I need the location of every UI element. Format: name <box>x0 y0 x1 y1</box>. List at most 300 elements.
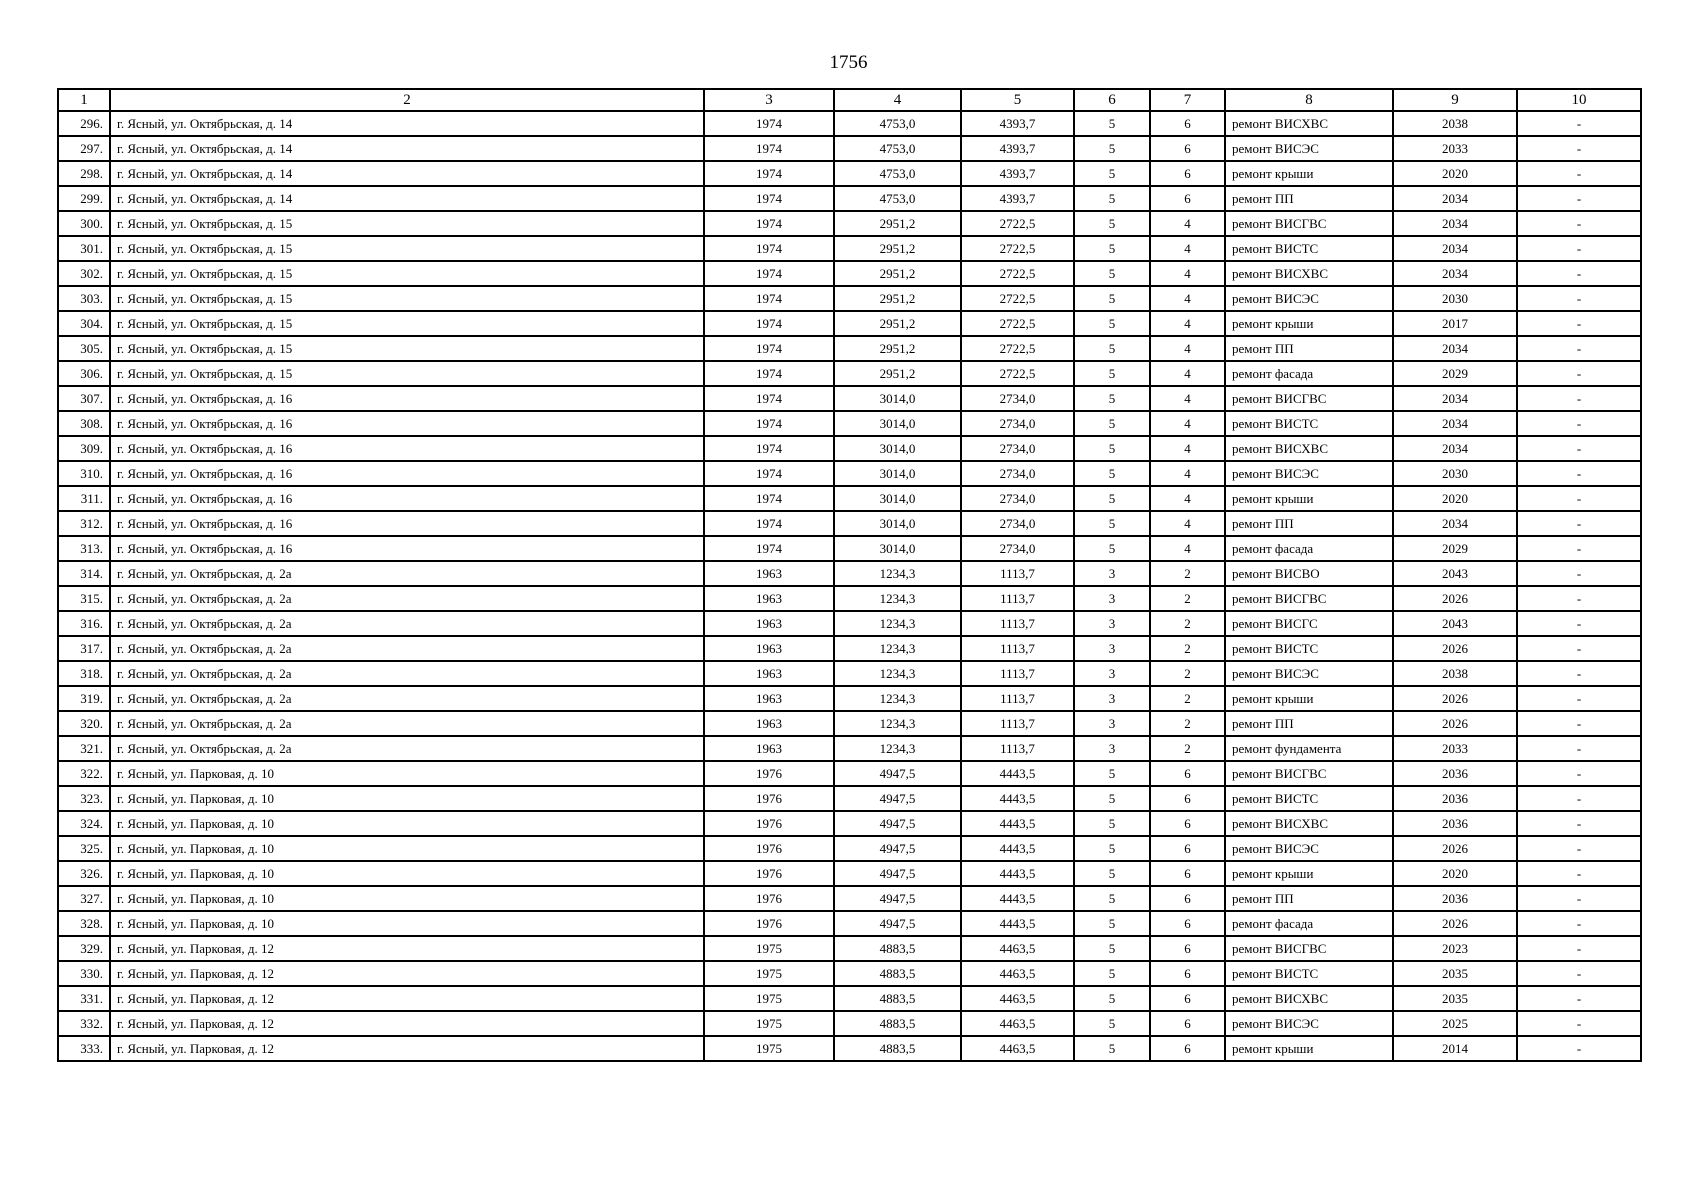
living-area-cell: 2722,5 <box>961 211 1074 236</box>
entrances-cell: 6 <box>1150 186 1225 211</box>
work-type-cell: ремонт крыши <box>1225 161 1393 186</box>
total-area-cell: 4883,5 <box>834 986 961 1011</box>
row-number-cell: 309. <box>58 436 110 461</box>
plan-year-cell: 2034 <box>1393 261 1517 286</box>
table-row <box>58 1036 1641 1061</box>
total-area-cell: 4947,5 <box>834 761 961 786</box>
floors-cell: 5 <box>1074 886 1150 911</box>
row-number-cell: 305. <box>58 336 110 361</box>
living-area-cell: 4443,5 <box>961 861 1074 886</box>
year-cell: 1975 <box>704 961 834 986</box>
total-area-cell: 1234,3 <box>834 711 961 736</box>
note-cell: - <box>1517 836 1641 861</box>
note-cell: - <box>1517 911 1641 936</box>
address-cell: г. Ясный, ул. Октябрьская, д. 2а <box>110 561 704 586</box>
entrances-cell: 6 <box>1150 761 1225 786</box>
row-number-cell: 315. <box>58 586 110 611</box>
entrances-cell: 6 <box>1150 986 1225 1011</box>
total-area-cell: 4753,0 <box>834 186 961 211</box>
floors-cell: 5 <box>1074 236 1150 261</box>
entrances-cell: 4 <box>1150 436 1225 461</box>
living-area-cell: 1113,7 <box>961 736 1074 761</box>
address-cell: г. Ясный, ул. Октябрьская, д. 15 <box>110 311 704 336</box>
table-row <box>58 561 1641 586</box>
plan-year-cell: 2036 <box>1393 786 1517 811</box>
plan-year-cell: 2034 <box>1393 436 1517 461</box>
note-cell: - <box>1517 1011 1641 1036</box>
table-row <box>58 1011 1641 1036</box>
entrances-cell: 6 <box>1150 861 1225 886</box>
total-area-cell: 3014,0 <box>834 436 961 461</box>
plan-year-cell: 2026 <box>1393 586 1517 611</box>
row-number-cell: 300. <box>58 211 110 236</box>
living-area-cell: 1113,7 <box>961 636 1074 661</box>
address-cell: г. Ясный, ул. Парковая, д. 12 <box>110 961 704 986</box>
year-cell: 1974 <box>704 136 834 161</box>
living-area-cell: 4393,7 <box>961 136 1074 161</box>
floors-cell: 3 <box>1074 611 1150 636</box>
floors-cell: 5 <box>1074 786 1150 811</box>
note-cell: - <box>1517 586 1641 611</box>
work-type-cell: ремонт ВИСГВС <box>1225 586 1393 611</box>
address-cell: г. Ясный, ул. Октябрьская, д. 15 <box>110 236 704 261</box>
work-type-cell: ремонт ВИСТС <box>1225 636 1393 661</box>
year-cell: 1976 <box>704 911 834 936</box>
entrances-cell: 6 <box>1150 161 1225 186</box>
work-type-cell: ремонт ВИСГВС <box>1225 761 1393 786</box>
entrances-cell: 4 <box>1150 511 1225 536</box>
plan-year-cell: 2030 <box>1393 286 1517 311</box>
table-row <box>58 386 1641 411</box>
year-cell: 1974 <box>704 411 834 436</box>
year-cell: 1974 <box>704 186 834 211</box>
floors-cell: 3 <box>1074 711 1150 736</box>
plan-year-cell: 2029 <box>1393 361 1517 386</box>
table-row <box>58 186 1641 211</box>
plan-year-cell: 2038 <box>1393 661 1517 686</box>
row-number-cell: 332. <box>58 1011 110 1036</box>
floors-cell: 5 <box>1074 111 1150 136</box>
plan-year-cell: 2033 <box>1393 736 1517 761</box>
floors-cell: 5 <box>1074 536 1150 561</box>
address-cell: г. Ясный, ул. Октябрьская, д. 15 <box>110 286 704 311</box>
address-cell: г. Ясный, ул. Парковая, д. 10 <box>110 761 704 786</box>
entrances-cell: 4 <box>1150 386 1225 411</box>
address-cell: г. Ясный, ул. Октябрьская, д. 16 <box>110 386 704 411</box>
note-cell: - <box>1517 411 1641 436</box>
total-area-cell: 1234,3 <box>834 586 961 611</box>
floors-cell: 5 <box>1074 436 1150 461</box>
row-number-cell: 299. <box>58 186 110 211</box>
year-cell: 1974 <box>704 436 834 461</box>
note-cell: - <box>1517 436 1641 461</box>
living-area-cell: 2722,5 <box>961 361 1074 386</box>
entrances-cell: 2 <box>1150 686 1225 711</box>
floors-cell: 5 <box>1074 186 1150 211</box>
work-type-cell: ремонт ВИСХВС <box>1225 111 1393 136</box>
work-type-cell: ремонт ВИСЭС <box>1225 1011 1393 1036</box>
living-area-cell: 2734,0 <box>961 511 1074 536</box>
living-area-cell: 4443,5 <box>961 886 1074 911</box>
row-number-cell: 316. <box>58 611 110 636</box>
note-cell: - <box>1517 261 1641 286</box>
floors-cell: 5 <box>1074 811 1150 836</box>
total-area-cell: 4947,5 <box>834 886 961 911</box>
note-cell: - <box>1517 111 1641 136</box>
plan-year-cell: 2043 <box>1393 611 1517 636</box>
column-header: 7 <box>1150 89 1225 111</box>
table-row <box>58 761 1641 786</box>
plan-year-cell: 2036 <box>1393 886 1517 911</box>
row-number-cell: 307. <box>58 386 110 411</box>
row-number-cell: 298. <box>58 161 110 186</box>
year-cell: 1974 <box>704 511 834 536</box>
address-cell: г. Ясный, ул. Октябрьская, д. 16 <box>110 511 704 536</box>
note-cell: - <box>1517 711 1641 736</box>
row-number-cell: 324. <box>58 811 110 836</box>
table-row <box>58 536 1641 561</box>
year-cell: 1974 <box>704 536 834 561</box>
table-row <box>58 611 1641 636</box>
living-area-cell: 1113,7 <box>961 686 1074 711</box>
plan-year-cell: 2035 <box>1393 986 1517 1011</box>
address-cell: г. Ясный, ул. Октябрьская, д. 2а <box>110 736 704 761</box>
year-cell: 1963 <box>704 611 834 636</box>
work-type-cell: ремонт ПП <box>1225 511 1393 536</box>
row-number-cell: 304. <box>58 311 110 336</box>
floors-cell: 5 <box>1074 311 1150 336</box>
living-area-cell: 4443,5 <box>961 911 1074 936</box>
work-type-cell: ремонт ВИСХВС <box>1225 436 1393 461</box>
entrances-cell: 6 <box>1150 961 1225 986</box>
floors-cell: 5 <box>1074 261 1150 286</box>
row-number-cell: 308. <box>58 411 110 436</box>
floors-cell: 5 <box>1074 511 1150 536</box>
note-cell: - <box>1517 386 1641 411</box>
address-cell: г. Ясный, ул. Парковая, д. 10 <box>110 786 704 811</box>
entrances-cell: 2 <box>1150 711 1225 736</box>
address-cell: г. Ясный, ул. Октябрьская, д. 16 <box>110 461 704 486</box>
entrances-cell: 2 <box>1150 636 1225 661</box>
entrances-cell: 6 <box>1150 886 1225 911</box>
year-cell: 1963 <box>704 586 834 611</box>
total-area-cell: 1234,3 <box>834 661 961 686</box>
row-number-cell: 301. <box>58 236 110 261</box>
living-area-cell: 2734,0 <box>961 386 1074 411</box>
total-area-cell: 4753,0 <box>834 111 961 136</box>
address-cell: г. Ясный, ул. Октябрьская, д. 16 <box>110 486 704 511</box>
plan-year-cell: 2033 <box>1393 136 1517 161</box>
table-row <box>58 861 1641 886</box>
row-number-cell: 313. <box>58 536 110 561</box>
plan-year-cell: 2043 <box>1393 561 1517 586</box>
plan-year-cell: 2026 <box>1393 686 1517 711</box>
table-row <box>58 936 1641 961</box>
work-type-cell: ремонт ВИСЭС <box>1225 661 1393 686</box>
address-cell: г. Ясный, ул. Парковая, д. 12 <box>110 936 704 961</box>
living-area-cell: 4443,5 <box>961 786 1074 811</box>
address-cell: г. Ясный, ул. Октябрьская, д. 2а <box>110 586 704 611</box>
plan-year-cell: 2026 <box>1393 911 1517 936</box>
plan-year-cell: 2035 <box>1393 961 1517 986</box>
row-number-cell: 310. <box>58 461 110 486</box>
total-area-cell: 1234,3 <box>834 736 961 761</box>
work-type-cell: ремонт ВИСЭС <box>1225 136 1393 161</box>
row-number-cell: 333. <box>58 1036 110 1061</box>
floors-cell: 5 <box>1074 211 1150 236</box>
plan-year-cell: 2020 <box>1393 486 1517 511</box>
row-number-cell: 325. <box>58 836 110 861</box>
work-type-cell: ремонт ВИСХВС <box>1225 811 1393 836</box>
work-type-cell: ремонт ВИСЭС <box>1225 286 1393 311</box>
address-cell: г. Ясный, ул. Октябрьская, д. 2а <box>110 711 704 736</box>
year-cell: 1976 <box>704 786 834 811</box>
year-cell: 1974 <box>704 111 834 136</box>
living-area-cell: 4463,5 <box>961 961 1074 986</box>
living-area-cell: 2722,5 <box>961 236 1074 261</box>
living-area-cell: 4463,5 <box>961 1036 1074 1061</box>
work-type-cell: ремонт ВИСГС <box>1225 611 1393 636</box>
entrances-cell: 4 <box>1150 336 1225 361</box>
floors-cell: 3 <box>1074 736 1150 761</box>
plan-year-cell: 2020 <box>1393 161 1517 186</box>
note-cell: - <box>1517 1036 1641 1061</box>
address-cell: г. Ясный, ул. Октябрьская, д. 14 <box>110 111 704 136</box>
row-number-cell: 322. <box>58 761 110 786</box>
total-area-cell: 2951,2 <box>834 261 961 286</box>
floors-cell: 5 <box>1074 136 1150 161</box>
total-area-cell: 3014,0 <box>834 411 961 436</box>
note-cell: - <box>1517 986 1641 1011</box>
year-cell: 1963 <box>704 711 834 736</box>
table-row <box>58 636 1641 661</box>
plan-year-cell: 2034 <box>1393 511 1517 536</box>
table-row <box>58 986 1641 1011</box>
total-area-cell: 4883,5 <box>834 1036 961 1061</box>
year-cell: 1974 <box>704 336 834 361</box>
work-type-cell: ремонт крыши <box>1225 861 1393 886</box>
entrances-cell: 4 <box>1150 361 1225 386</box>
address-cell: г. Ясный, ул. Парковая, д. 10 <box>110 911 704 936</box>
floors-cell: 5 <box>1074 861 1150 886</box>
table-row <box>58 311 1641 336</box>
table-row <box>58 911 1641 936</box>
column-header: 8 <box>1225 89 1393 111</box>
total-area-cell: 2951,2 <box>834 361 961 386</box>
table-row <box>58 236 1641 261</box>
work-type-cell: ремонт ВИСЭС <box>1225 461 1393 486</box>
floors-cell: 5 <box>1074 936 1150 961</box>
floors-cell: 5 <box>1074 161 1150 186</box>
table-row <box>58 161 1641 186</box>
plan-year-cell: 2036 <box>1393 811 1517 836</box>
address-cell: г. Ясный, ул. Парковая, д. 10 <box>110 811 704 836</box>
entrances-cell: 6 <box>1150 911 1225 936</box>
year-cell: 1974 <box>704 236 834 261</box>
floors-cell: 5 <box>1074 961 1150 986</box>
living-area-cell: 2734,0 <box>961 536 1074 561</box>
table-row <box>58 111 1641 136</box>
entrances-cell: 4 <box>1150 461 1225 486</box>
work-type-cell: ремонт ВИСТС <box>1225 786 1393 811</box>
plan-year-cell: 2029 <box>1393 536 1517 561</box>
entrances-cell: 4 <box>1150 286 1225 311</box>
note-cell: - <box>1517 211 1641 236</box>
note-cell: - <box>1517 811 1641 836</box>
living-area-cell: 4443,5 <box>961 811 1074 836</box>
entrances-cell: 4 <box>1150 211 1225 236</box>
plan-year-cell: 2034 <box>1393 411 1517 436</box>
row-number-cell: 320. <box>58 711 110 736</box>
row-number-cell: 327. <box>58 886 110 911</box>
table-row <box>58 736 1641 761</box>
table-row <box>58 486 1641 511</box>
address-cell: г. Ясный, ул. Октябрьская, д. 2а <box>110 636 704 661</box>
floors-cell: 5 <box>1074 1036 1150 1061</box>
entrances-cell: 6 <box>1150 936 1225 961</box>
address-cell: г. Ясный, ул. Октябрьская, д. 15 <box>110 211 704 236</box>
plan-year-cell: 2026 <box>1393 711 1517 736</box>
table-row <box>58 511 1641 536</box>
table-row <box>58 961 1641 986</box>
address-cell: г. Ясный, ул. Октябрьская, д. 2а <box>110 611 704 636</box>
living-area-cell: 2722,5 <box>961 311 1074 336</box>
entrances-cell: 4 <box>1150 411 1225 436</box>
address-cell: г. Ясный, ул. Октябрьская, д. 14 <box>110 136 704 161</box>
total-area-cell: 4883,5 <box>834 936 961 961</box>
living-area-cell: 2734,0 <box>961 436 1074 461</box>
entrances-cell: 4 <box>1150 311 1225 336</box>
year-cell: 1975 <box>704 986 834 1011</box>
entrances-cell: 4 <box>1150 261 1225 286</box>
address-cell: г. Ясный, ул. Октябрьская, д. 2а <box>110 686 704 711</box>
work-type-cell: ремонт ВИСВО <box>1225 561 1393 586</box>
note-cell: - <box>1517 236 1641 261</box>
work-type-cell: ремонт ВИСТС <box>1225 236 1393 261</box>
table-row <box>58 711 1641 736</box>
year-cell: 1976 <box>704 811 834 836</box>
table-row <box>58 361 1641 386</box>
row-number-cell: 329. <box>58 936 110 961</box>
year-cell: 1963 <box>704 736 834 761</box>
note-cell: - <box>1517 936 1641 961</box>
row-number-cell: 319. <box>58 686 110 711</box>
total-area-cell: 1234,3 <box>834 636 961 661</box>
note-cell: - <box>1517 161 1641 186</box>
note-cell: - <box>1517 636 1641 661</box>
plan-year-cell: 2034 <box>1393 186 1517 211</box>
table-row <box>58 286 1641 311</box>
row-number-cell: 311. <box>58 486 110 511</box>
table-row <box>58 886 1641 911</box>
floors-cell: 3 <box>1074 586 1150 611</box>
total-area-cell: 4883,5 <box>834 961 961 986</box>
row-number-cell: 326. <box>58 861 110 886</box>
row-number-cell: 312. <box>58 511 110 536</box>
entrances-cell: 4 <box>1150 486 1225 511</box>
address-cell: г. Ясный, ул. Парковая, д. 12 <box>110 986 704 1011</box>
total-area-cell: 2951,2 <box>834 236 961 261</box>
year-cell: 1974 <box>704 386 834 411</box>
address-cell: г. Ясный, ул. Парковая, д. 10 <box>110 886 704 911</box>
page-number: 1756 <box>829 52 868 73</box>
living-area-cell: 2722,5 <box>961 261 1074 286</box>
column-header: 6 <box>1074 89 1150 111</box>
total-area-cell: 2951,2 <box>834 311 961 336</box>
year-cell: 1976 <box>704 861 834 886</box>
plan-year-cell: 2034 <box>1393 211 1517 236</box>
table-row <box>58 461 1641 486</box>
address-cell: г. Ясный, ул. Парковая, д. 10 <box>110 861 704 886</box>
table-row <box>58 686 1641 711</box>
work-type-cell: ремонт фундамента <box>1225 736 1393 761</box>
living-area-cell: 2734,0 <box>961 411 1074 436</box>
floors-cell: 5 <box>1074 761 1150 786</box>
floors-cell: 3 <box>1074 561 1150 586</box>
row-number-cell: 330. <box>58 961 110 986</box>
living-area-cell: 4443,5 <box>961 761 1074 786</box>
work-type-cell: ремонт ВИСГВС <box>1225 936 1393 961</box>
table-row <box>58 661 1641 686</box>
year-cell: 1976 <box>704 761 834 786</box>
year-cell: 1975 <box>704 1036 834 1061</box>
total-area-cell: 4883,5 <box>834 1011 961 1036</box>
entrances-cell: 6 <box>1150 111 1225 136</box>
address-cell: г. Ясный, ул. Октябрьская, д. 15 <box>110 361 704 386</box>
row-number-cell: 303. <box>58 286 110 311</box>
total-area-cell: 2951,2 <box>834 286 961 311</box>
plan-year-cell: 2034 <box>1393 236 1517 261</box>
floors-cell: 5 <box>1074 336 1150 361</box>
column-header: 10 <box>1517 89 1641 111</box>
address-cell: г. Ясный, ул. Октябрьская, д. 14 <box>110 186 704 211</box>
note-cell: - <box>1517 361 1641 386</box>
row-number-cell: 297. <box>58 136 110 161</box>
total-area-cell: 4947,5 <box>834 811 961 836</box>
year-cell: 1963 <box>704 561 834 586</box>
entrances-cell: 6 <box>1150 1011 1225 1036</box>
entrances-cell: 2 <box>1150 561 1225 586</box>
floors-cell: 3 <box>1074 686 1150 711</box>
registry-table <box>57 88 1642 1062</box>
note-cell: - <box>1517 536 1641 561</box>
work-type-cell: ремонт ВИСХВС <box>1225 986 1393 1011</box>
entrances-cell: 6 <box>1150 836 1225 861</box>
entrances-cell: 2 <box>1150 661 1225 686</box>
year-cell: 1974 <box>704 161 834 186</box>
work-type-cell: ремонт ПП <box>1225 886 1393 911</box>
address-cell: г. Ясный, ул. Парковая, д. 10 <box>110 836 704 861</box>
plan-year-cell: 2020 <box>1393 861 1517 886</box>
entrances-cell: 4 <box>1150 236 1225 261</box>
floors-cell: 5 <box>1074 911 1150 936</box>
row-number-cell: 323. <box>58 786 110 811</box>
year-cell: 1974 <box>704 311 834 336</box>
plan-year-cell: 2017 <box>1393 311 1517 336</box>
year-cell: 1975 <box>704 1011 834 1036</box>
work-type-cell: ремонт ВИСТС <box>1225 411 1393 436</box>
table-row <box>58 411 1641 436</box>
note-cell: - <box>1517 861 1641 886</box>
column-header: 4 <box>834 89 961 111</box>
plan-year-cell: 2026 <box>1393 636 1517 661</box>
column-header: 9 <box>1393 89 1517 111</box>
plan-year-cell: 2023 <box>1393 936 1517 961</box>
floors-cell: 5 <box>1074 361 1150 386</box>
column-header: 5 <box>961 89 1074 111</box>
total-area-cell: 3014,0 <box>834 461 961 486</box>
row-number-cell: 317. <box>58 636 110 661</box>
